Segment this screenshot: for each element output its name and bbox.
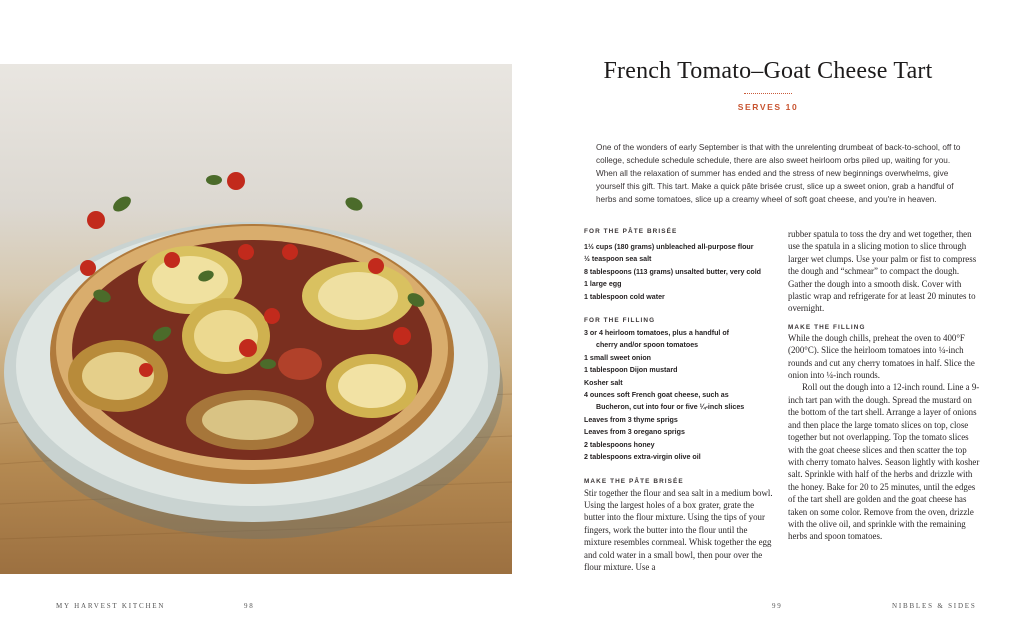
ingredient-item: 1 large egg	[584, 280, 622, 289]
ingredient-item: 8 tablespoons (113 grams) unsalted butter, very cold	[584, 267, 762, 276]
ingredient-item: 2 tablespoons extra-virgin olive oil	[584, 453, 701, 462]
recipe-title: French Tomato–Goat Cheese Tart	[603, 58, 933, 84]
page-number-left: 98	[244, 602, 255, 610]
serves-label: SERVES 10	[737, 102, 799, 112]
filling-ingredient-list	[584, 327, 774, 463]
ingredients-column	[584, 228, 774, 573]
recipe-intro: One of the wonders of early September is that with the unrelenting drumbeat of back-to-school, off to college, schedule schedule schedule, there are also sweet heirloom orbs piled up, waiting for you. When all the relaxation of summer has ended and the stress of new beginnings overwhelms, give yourself this gift. This tart. Make a quick pâte brisée crust, slice up a sweet onion, grab a handful of herbs and some tomatoes, slice up a creamy wheel of soft goat cheese, and you're in heaven.	[596, 143, 961, 204]
recipe-page	[512, 0, 1024, 640]
footer-book-title: MY HARVEST KITCHEN	[56, 602, 166, 610]
ingredient-item: 1 small sweet onion	[584, 353, 652, 362]
make-pate-heading: MAKE THE PÂTE BRISÉE	[584, 477, 684, 485]
ingredient-item: 3 or 4 heirloom tomatoes, plus a handful of	[584, 329, 730, 338]
ingredient-item: Kosher salt	[584, 378, 623, 387]
ingredient-item: 1 tablespoon Dijon mustard	[584, 366, 678, 375]
footer-chapter-title: NIBBLES & SIDES	[892, 602, 977, 610]
filling-ingredients-heading: FOR THE FILLING	[584, 317, 656, 325]
ingredient-item: ½ teaspoon sea salt	[584, 255, 652, 264]
make-pate-instructions-continued: rubber spatula to toss the dry and wet together, then use the spatula in a slicing motion to slice through larger wet clumps. Use your palm or fist to compress the dough and “schmear” to compact the dough. Gather the dough into a smooth disk. Cover with plastic wrap and refrigerate for at least 20 minutes to overnight.	[788, 229, 977, 314]
ingredient-item: 2 tablespoons honey	[584, 440, 655, 449]
ingredient-item: Leaves from 3 oregano sprigs	[584, 428, 685, 437]
ingredient-item: cherry and/or spoon tomatoes	[596, 341, 699, 350]
ingredient-item: Bucheron, cut into four or five ¼-inch slices	[596, 403, 745, 412]
tart-photo	[0, 64, 512, 574]
page-number-right: 99	[772, 602, 783, 610]
tomato-tart-photo-icon	[0, 64, 512, 574]
pate-ingredients-heading: FOR THE PÂTE BRISÉE	[584, 228, 678, 235]
make-filling-heading: MAKE THE FILLING	[788, 323, 866, 331]
ingredient-item: 1½ cups (180 grams) unbleached all-purpose flour	[584, 243, 754, 251]
ingredient-item: 4 ounces soft French goat cheese, such as	[584, 391, 729, 400]
title-divider	[744, 93, 792, 94]
make-pate-instructions: Stir together the flour and sea salt in a medium bowl. Using the largest holes of a box grater, grate the butter into the flour mixture. Using the tips of your fingers, work the butter into the flour until the mixture resembles cornmeal. Whisk together the egg and cold water in a small bowl, then pour over the flour mixture. Use a	[584, 487, 773, 572]
make-filling-step-1: While the dough chills, preheat the oven to 400°F (200°C). Slice the heirloom tomatoes into ¼-inch rounds and cut any cherry tomatoes in half. Slice the onion into ¼-inch rounds.	[788, 332, 975, 381]
ingredient-item: Leaves from 3 thyme sprigs	[584, 415, 678, 424]
instructions-column	[788, 228, 980, 543]
make-filling-step-2: Roll out the dough into a 12-inch round. Line a 9-inch tart pan with the dough. Spread the mustard on the bottom of the tart shell. Arrange a layer of onions and then place the large tomato slices on top, close together but not overlapping. Top the tomato slices with the goat cheese slices and then scatter the top with cherry tomato halves. Season lightly with kosher salt. Sprinkle with half of the herbs and drizzle with the honey. Bake for 20 to 25 minutes, until the edges of the tart shell are golden and the goat cheese has taken on some color. Remove from the oven, drizzle with the olive oil, and sprinkle with the remaining herbs and spoon tomatoes.	[788, 382, 980, 542]
ingredient-item: 1 tablespoon cold water	[584, 292, 665, 301]
pate-ingredient-list	[584, 241, 774, 303]
